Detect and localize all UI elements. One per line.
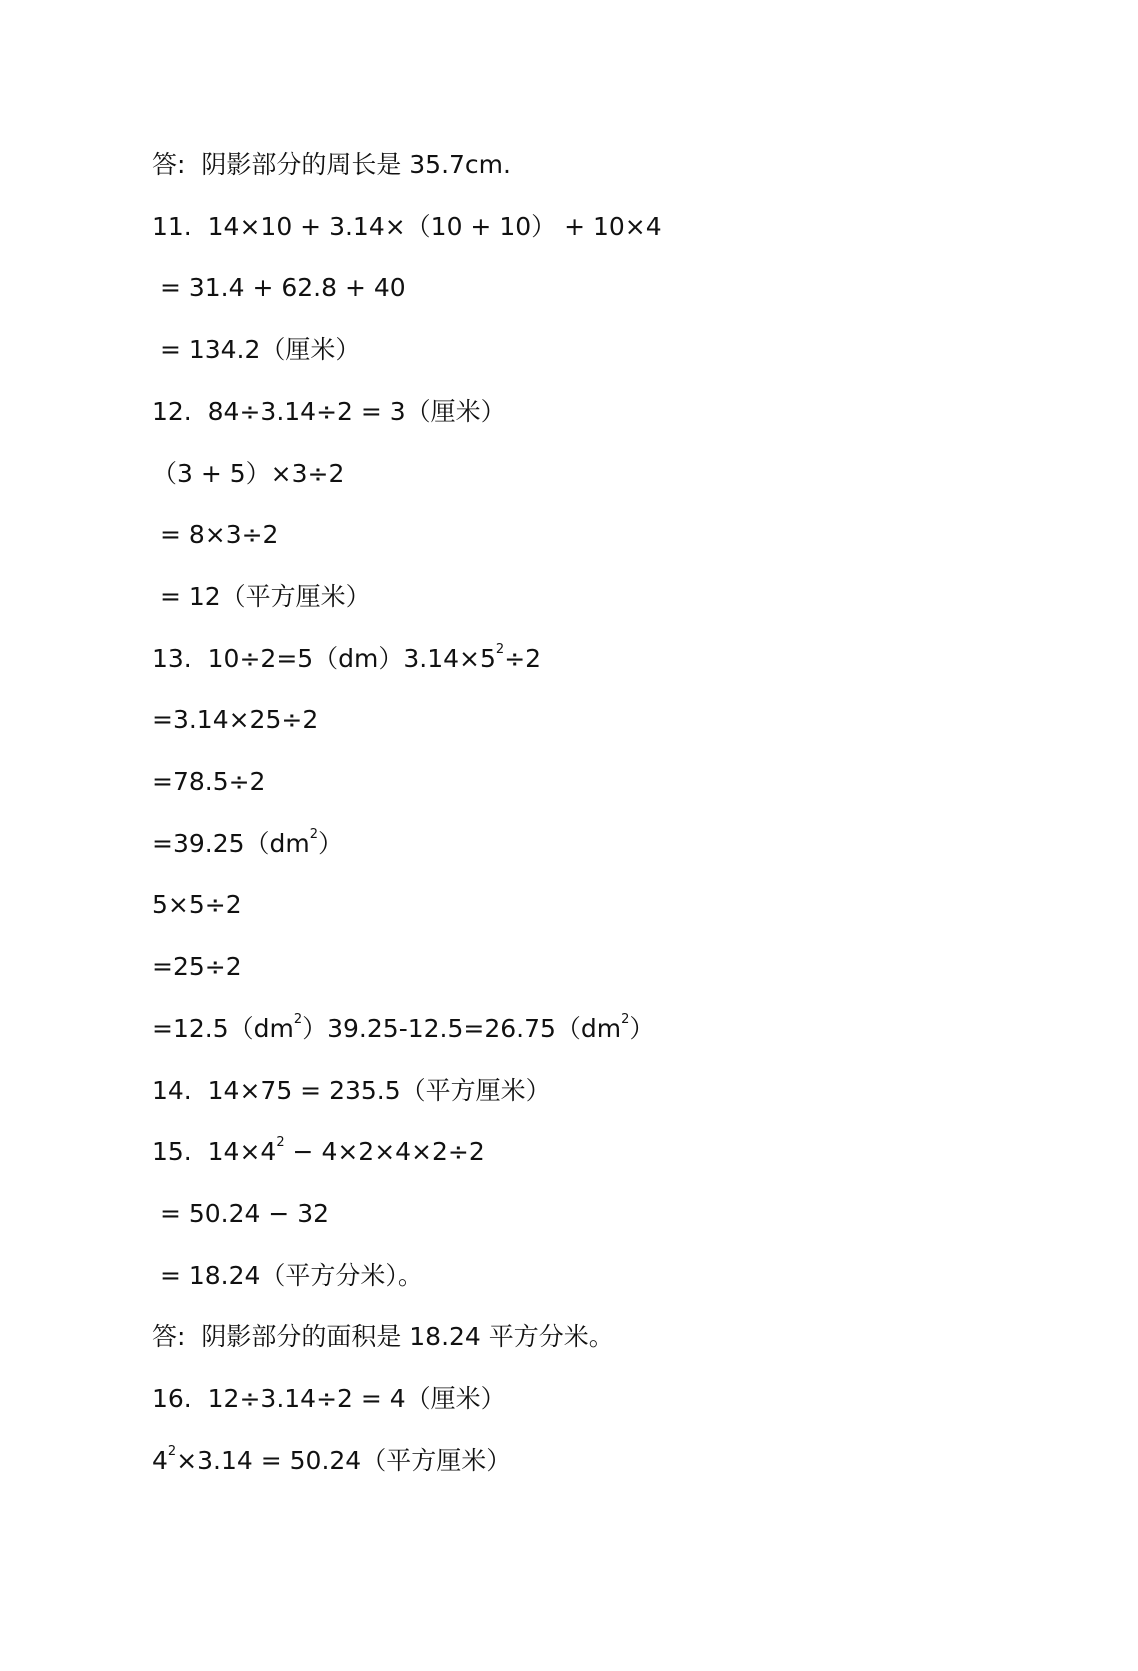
solution-line: [152, 767, 265, 797]
line-text: ÷2: [504, 643, 542, 673]
solution-line: [152, 1384, 506, 1414]
solution-line: [152, 520, 278, 550]
solution-line: [152, 1443, 512, 1481]
line-text: =39.25（dm: [152, 828, 310, 858]
line-text: ×3.14 = 50.24（平方厘米）: [176, 1445, 512, 1475]
line-text: （3 + 5）×3÷2: [152, 458, 345, 488]
solution-line: [152, 705, 318, 735]
line-text: ）: [318, 828, 344, 858]
superscript: 2: [276, 1135, 285, 1151]
solution-line: [152, 1322, 614, 1352]
line-text: 14. 14×75 = 235.5（平方厘米）: [152, 1075, 551, 1105]
line-text: 16. 12÷3.14÷2 = 4（厘米）: [152, 1384, 506, 1413]
solution-line: [152, 335, 360, 365]
superscript: 2: [495, 641, 505, 657]
superscript: 2: [167, 1443, 177, 1459]
solution-line: [152, 641, 542, 679]
line-text: 5×5÷2: [152, 890, 242, 920]
line-text: 4: [152, 1445, 168, 1475]
solution-line: [152, 952, 242, 982]
solution-line: [152, 397, 506, 427]
line-text: 11. 14×10 + 3.14×（10 + 10） + 10×4: [152, 211, 662, 241]
solution-line: [152, 890, 242, 920]
line-text: = 31.4 + 62.8 + 40: [152, 273, 406, 303]
solution-line: [152, 212, 662, 242]
solution-line: [152, 1199, 329, 1229]
line-text: ）39.25-12.5=26.75（dm: [302, 1013, 622, 1043]
superscript: 2: [293, 1011, 303, 1027]
solution-line: [152, 582, 371, 612]
line-text: = 18.24（平方分米）。: [152, 1260, 423, 1290]
line-text: 12. 84÷3.14÷2 = 3（厘米）: [152, 396, 506, 426]
line-text: = 50.24 − 32: [152, 1198, 330, 1228]
solution-line: [152, 459, 344, 489]
line-text: − 4×2×4×2÷2: [284, 1137, 485, 1167]
solution-line: [152, 826, 344, 864]
solution-line: [152, 1076, 551, 1106]
line-text: =78.5÷2: [152, 767, 266, 796]
line-text: 15. 14×4: [152, 1137, 277, 1167]
solution-line: [152, 273, 406, 303]
superscript: 2: [309, 826, 319, 842]
line-text: = 12（平方厘米）: [152, 581, 371, 611]
line-text: =25÷2: [152, 952, 242, 982]
solution-line: [152, 1261, 423, 1291]
superscript: 2: [621, 1011, 630, 1027]
line-text: 答: 阴影部分的周长是 35.7cm.: [152, 150, 511, 179]
line-text: =12.5（dm: [152, 1013, 294, 1043]
line-text: 答: 阴影部分的面积是 18.24 平方分米。: [152, 1322, 614, 1352]
solution-line: [152, 1011, 655, 1049]
solution-line: [152, 150, 511, 180]
line-text: 13. 10÷2=5（dm）3.14×5: [152, 643, 496, 673]
solution-line: [152, 1137, 485, 1172]
line-text: =3.14×25÷2: [152, 705, 319, 735]
line-text: = 8×3÷2: [152, 520, 279, 550]
line-text: ）: [629, 1013, 655, 1043]
line-text: = 134.2（厘米）: [152, 335, 361, 365]
